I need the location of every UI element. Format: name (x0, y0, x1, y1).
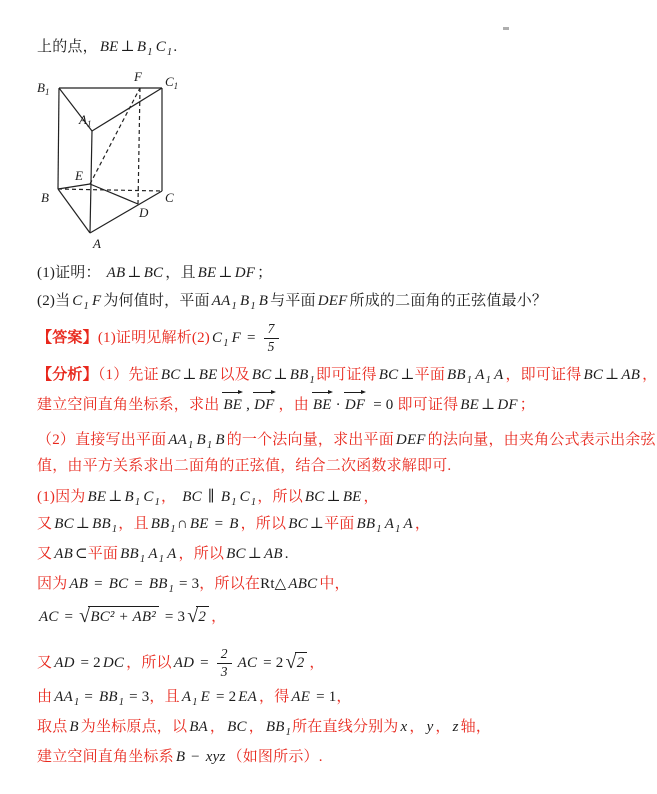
subscript: 1 (395, 524, 401, 535)
text-run: BC (288, 516, 308, 532)
text-run: ，由 (278, 397, 309, 413)
fraction (217, 647, 232, 680)
text-run: BB (120, 546, 139, 562)
text-run: （如图所示）. (227, 749, 323, 765)
text-run: ， (409, 719, 425, 735)
text-run: 为何值时，平面 (103, 293, 210, 309)
text-run: = (80, 689, 97, 705)
vertex-label-E: E (75, 168, 83, 183)
intro-line (37, 37, 177, 58)
text-run: = (243, 329, 260, 346)
text-run: ， (414, 516, 431, 532)
solution-line-1 (37, 487, 379, 508)
answer-line (37, 322, 283, 355)
subscript: 1 (134, 497, 141, 508)
fraction-numerator: 2 (217, 647, 232, 664)
text-run: ⊥ (218, 265, 233, 281)
text-run: BB (98, 689, 118, 705)
text-run: ⊥ (75, 516, 91, 532)
text-run: C (212, 329, 223, 346)
text-run: C (155, 39, 166, 55)
text-run: 又 (37, 654, 53, 671)
solution-line-6 (37, 647, 325, 680)
text-run: F (91, 293, 102, 309)
text-run: BA (189, 719, 208, 735)
text-run: BB (92, 516, 111, 532)
text-run: ⊥ (400, 367, 415, 383)
text-run: (1)证明见解析(2) (97, 329, 210, 346)
text-run: AD (54, 654, 75, 671)
subscript: 1 (250, 301, 256, 312)
text-run: ， (161, 489, 181, 505)
text-run: AA (168, 432, 188, 448)
text-run: A (384, 516, 395, 532)
text-run: 的法向量，由夹角公式表示出余弦 (427, 432, 656, 448)
subscript: 1 (466, 375, 473, 386)
radicand: BC² + AB² (88, 606, 159, 628)
text-run: B (215, 432, 225, 448)
sqrt-expression (187, 606, 209, 628)
analysis-line-4 (37, 456, 451, 477)
vertex-label-D: D (139, 205, 149, 220)
text-run: = 0 (369, 397, 398, 413)
text-run: ⊥ (273, 367, 288, 383)
subscript: 1 (83, 301, 89, 312)
text-run: 建立空间直角坐标系，求出 (37, 397, 220, 413)
text-run: 即可证得 (315, 367, 377, 383)
text-run: BC (227, 719, 247, 735)
text-run: ，所以 (240, 516, 287, 532)
radicand: 2 (295, 652, 308, 674)
text-run: BE (342, 489, 362, 505)
text-run: · (335, 397, 341, 413)
text-run: C (239, 489, 250, 505)
subscript: 1 (231, 301, 237, 312)
question-part-1 (37, 263, 272, 284)
text-run: AA (211, 293, 231, 309)
subscript: 1 (309, 375, 315, 386)
text-run: 【分析】 (37, 367, 98, 383)
subscript: 1 (192, 697, 198, 708)
text-run: 因为 (37, 576, 68, 592)
solution-line-8 (37, 717, 491, 738)
text-run: 【答案】 (37, 329, 98, 346)
subscript: 1 (188, 440, 194, 451)
vector-term: DF (254, 395, 274, 416)
text-run: DF (497, 397, 518, 413)
text-run: ∩ (176, 516, 188, 532)
text-run: . (173, 39, 178, 55)
text-run: DEF (395, 432, 426, 448)
text-run: ⊥ (127, 265, 142, 281)
text-run: ABC (288, 576, 318, 592)
subscript: 1 (158, 554, 165, 565)
sqrt-expression (79, 606, 159, 628)
analysis-line-2 (37, 395, 535, 416)
text-run: （2）直接写出平面 (37, 432, 167, 448)
text-run: B (136, 39, 147, 55)
radical-sign: √ (79, 605, 91, 627)
text-run: ⊥ (108, 489, 123, 505)
solution-line-4 (37, 574, 350, 595)
text-run: ，得 (259, 689, 290, 705)
subscript: 1 (285, 727, 292, 738)
text-run: ； (519, 397, 535, 413)
text-run: B (258, 293, 269, 309)
text-run: ； (257, 265, 273, 281)
text-run: = 3 (160, 609, 186, 625)
text-run: 平面 (87, 546, 119, 562)
text-run: BB (356, 516, 376, 532)
radical-sign: √ (187, 605, 199, 627)
subscript: 1 (154, 497, 161, 508)
text-run: 即可证得 (397, 397, 459, 413)
text-run: = 3 (175, 576, 200, 592)
radicand: 2 (196, 606, 209, 628)
subscript: 1 (170, 524, 176, 535)
subscript: 1 (223, 337, 229, 349)
text-run: ，所以 (126, 654, 172, 671)
scan-smudge-artifact (503, 27, 509, 30)
text-run: AE (291, 689, 311, 705)
subscript: 1 (147, 47, 153, 58)
text-run: BB (148, 576, 168, 592)
text-run: = 3 (125, 689, 150, 705)
subscript: 1 (166, 47, 173, 58)
solution-line-2 (37, 514, 430, 535)
vector-term: BE (313, 395, 332, 416)
text-run: ， (435, 719, 451, 735)
text-run: ⊂ (74, 546, 88, 562)
text-run: = (130, 576, 147, 592)
text-run: BC (143, 265, 164, 281)
subscript: 1 (73, 697, 80, 708)
subscript: 1 (376, 524, 382, 535)
text-run: A (181, 689, 192, 705)
vertex-label-C1: $C_1$ (165, 74, 179, 91)
text-run: ， (209, 719, 226, 735)
text-run: 轴， (460, 719, 492, 735)
text-run: B (69, 719, 79, 735)
prism-figure (15, 70, 200, 260)
text-run: = (90, 576, 107, 592)
text-run: 平面 (324, 516, 355, 532)
text-run: x (400, 719, 408, 735)
text-run: 建立空间直角坐标系 (37, 749, 174, 765)
text-run: 所在直线分别为 (292, 719, 399, 735)
text-run: BE (197, 265, 217, 281)
text-run: ，所以在 (199, 576, 261, 592)
subscript: 1 (111, 524, 118, 535)
subscript: 1 (168, 584, 175, 595)
text-run: 又 (37, 546, 53, 562)
fraction-denominator: 3 (220, 663, 228, 679)
text-run: ， (248, 719, 264, 735)
text-run: (1)证明： (37, 265, 105, 281)
subscript: 1 (139, 554, 146, 565)
text-run: AB (264, 546, 283, 562)
text-run: AD (173, 654, 195, 671)
text-run: BE (198, 367, 218, 383)
vertex-label-C: C (165, 190, 174, 205)
text-run: 取点 (37, 719, 68, 735)
text-run: BE (460, 397, 480, 413)
text-run: 由 (37, 689, 53, 705)
vertex-label-A: A (93, 236, 101, 251)
subscript: 1 (485, 375, 492, 386)
text-run: ∥ (203, 489, 219, 505)
solution-line-5 (37, 606, 226, 628)
question-part-2 (37, 291, 547, 312)
text-run: BB (447, 367, 466, 383)
text-run: DEF (317, 293, 348, 309)
text-run: = 2 (212, 689, 237, 705)
text-run: AC (39, 609, 59, 625)
text-run: = (196, 654, 213, 671)
text-run: (2)当 (37, 293, 71, 309)
text-run: 中， (319, 576, 350, 592)
text-run: ⊥ (309, 516, 325, 532)
text-run: − (187, 749, 204, 765)
text-run: = 1 (312, 689, 337, 705)
text-run: DF (234, 265, 256, 281)
text-run: A (167, 546, 177, 562)
text-run: = 2 (259, 654, 284, 671)
text-run: ⊥ (481, 397, 496, 413)
text-run: 值，由平方关系求出二面角的正弦值，结合二次函数求解即可. (37, 458, 452, 474)
text-run: z (452, 719, 459, 735)
fraction (264, 322, 279, 355)
text-run: BB (289, 367, 309, 383)
text-run: BB (150, 516, 170, 532)
text-run: EA (238, 689, 258, 705)
text-run: (1)因为 (37, 489, 86, 505)
text-run: ， (363, 489, 379, 505)
vector-term: DF (345, 395, 365, 416)
text-run: , (246, 397, 251, 413)
text-run: ，即可证得 (505, 367, 582, 383)
text-run: BC (160, 367, 181, 383)
text-run: A (475, 367, 485, 383)
text-run: AB (106, 265, 126, 281)
text-run: ，且 (149, 689, 180, 705)
text-run: B (239, 293, 250, 309)
text-run: AA (54, 689, 73, 705)
text-run: BC (108, 576, 129, 592)
text-run: C (72, 293, 83, 309)
vertex-label-F: F (134, 69, 142, 84)
text-run: BC (378, 367, 399, 383)
text-run: ⊥ (605, 367, 620, 383)
text-run: B (220, 489, 231, 505)
text-run: BC (226, 546, 246, 562)
fraction-denominator: 5 (267, 338, 275, 354)
analysis-line-3 (37, 430, 656, 451)
solution-line-9 (37, 747, 323, 768)
subscript: 1 (250, 497, 257, 508)
text-run: A (148, 546, 158, 562)
text-run: = (60, 609, 78, 625)
text-run: B (175, 749, 186, 765)
text-run: BC (251, 367, 272, 383)
subscript: 1 (206, 440, 213, 451)
analysis-line-1 (37, 365, 657, 386)
text-run: xyz (205, 749, 226, 765)
text-run: 又 (37, 516, 53, 532)
text-run: = (210, 516, 228, 532)
text-run: ，所以 (178, 546, 225, 562)
text-run: A (494, 367, 504, 383)
vertex-label-B1: $B_1$ (37, 80, 50, 97)
text-run: BC (182, 489, 202, 505)
text-run: ， (642, 367, 657, 383)
text-run: BB (265, 719, 285, 735)
text-run: ⊥ (247, 546, 263, 562)
text-run: BC (583, 367, 604, 383)
text-run: AC (237, 654, 258, 671)
text-run: B (196, 432, 206, 448)
text-run: C (143, 489, 154, 505)
text-run: . (284, 546, 289, 562)
sqrt-expression (286, 652, 308, 674)
text-run: BE (99, 39, 119, 55)
text-run: 的一个法向量，求出平面 (226, 432, 394, 448)
text-run: A (403, 516, 413, 532)
text-run: BC (304, 489, 325, 505)
text-run: ，且 (165, 265, 196, 281)
text-run: ，且 (118, 516, 149, 532)
solution-line-7 (37, 687, 352, 708)
text-run: BE (87, 489, 107, 505)
text-run: ⊥ (326, 489, 341, 505)
text-run: ， (336, 689, 352, 705)
vertex-label-A1: $A_1$ (79, 112, 92, 129)
text-run: B (124, 489, 134, 505)
text-run: F (231, 329, 242, 346)
text-run: （1）先证 (97, 367, 159, 383)
text-run: 与平面 (270, 293, 316, 309)
text-run: BC (54, 516, 74, 532)
text-run: 平面 (414, 367, 446, 383)
subscript: 1 (118, 697, 125, 708)
vertex-label-B: B (41, 190, 49, 205)
text-run: BE (189, 516, 209, 532)
text-run: ， (211, 609, 227, 625)
text-run: 为坐标原点，以 (80, 719, 188, 735)
text-run: Rt△ (260, 576, 287, 592)
solution-line-3 (37, 544, 289, 565)
fraction-numerator: 7 (264, 322, 279, 339)
text-run: 以及 (219, 367, 250, 383)
text-run: B (229, 516, 239, 532)
subscript: 1 (231, 497, 237, 508)
text-run: ，所以 (257, 489, 303, 505)
text-run: AB (54, 546, 73, 562)
text-run: DC (102, 654, 125, 671)
text-run: y (426, 719, 434, 735)
text-run: E (200, 689, 211, 705)
text-run: 上的点， (37, 39, 98, 55)
text-run: AB (621, 367, 641, 383)
text-run: = 2 (76, 654, 101, 671)
text-run: ， (309, 654, 325, 671)
text-run: ⊥ (182, 367, 197, 383)
radical-sign: √ (285, 650, 297, 673)
text-run: ⊥ (120, 39, 135, 55)
text-run: AB (69, 576, 89, 592)
text-run: 所成的二面角的正弦值最小？ (349, 293, 548, 309)
vector-term: BE (223, 395, 242, 416)
